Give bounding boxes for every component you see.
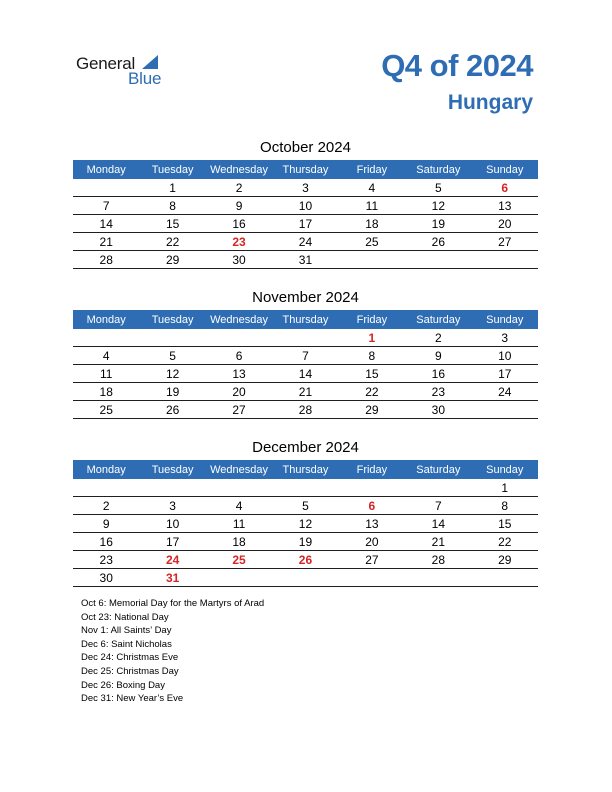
week-row	[73, 551, 538, 569]
empty-day-cell	[405, 479, 471, 497]
day-cell: 15	[339, 365, 405, 383]
day-cell: 1	[339, 329, 405, 347]
month-title: November 2024	[252, 289, 359, 306]
day-cell: 19	[139, 383, 205, 401]
holiday-entry: Dec 26: Boxing Day	[81, 679, 165, 691]
weekday-header: Friday	[339, 460, 405, 479]
week-row	[73, 533, 538, 551]
day-cell: 16	[206, 215, 272, 233]
day-cell: 26	[139, 401, 205, 419]
day-cell: 17	[272, 215, 338, 233]
calendar-grid	[73, 460, 538, 587]
day-cell: 19	[405, 215, 471, 233]
weekday-header: Sunday	[472, 460, 538, 479]
day-cell: 11	[73, 365, 139, 383]
day-cell: 2	[405, 329, 471, 347]
weekday-header-row	[73, 310, 538, 329]
weekday-header: Thursday	[272, 460, 338, 479]
weekday-header: Wednesday	[206, 460, 272, 479]
day-cell: 27	[472, 233, 538, 251]
holiday-entry: Oct 23: National Day	[81, 611, 169, 623]
day-cell: 18	[73, 383, 139, 401]
weekday-header: Thursday	[272, 310, 338, 329]
day-cell: 29	[139, 251, 205, 269]
day-cell: 6	[339, 497, 405, 515]
general-blue-logo	[76, 52, 176, 88]
logo-triangle-icon	[142, 55, 158, 69]
day-cell: 17	[472, 365, 538, 383]
day-cell: 14	[405, 515, 471, 533]
day-cell: 4	[73, 347, 139, 365]
empty-day-cell	[472, 569, 538, 587]
weekday-header: Sunday	[472, 160, 538, 179]
day-cell: 13	[339, 515, 405, 533]
weekday-header: Wednesday	[206, 160, 272, 179]
day-cell: 9	[73, 515, 139, 533]
week-row	[73, 215, 538, 233]
day-cell: 14	[73, 215, 139, 233]
day-cell: 5	[405, 179, 471, 197]
day-cell: 30	[206, 251, 272, 269]
day-cell: 22	[472, 533, 538, 551]
weekday-header: Saturday	[405, 460, 471, 479]
day-cell: 1	[139, 179, 205, 197]
week-row	[73, 383, 538, 401]
week-row	[73, 401, 538, 419]
day-cell: 5	[139, 347, 205, 365]
day-cell: 31	[139, 569, 205, 587]
weekday-header: Tuesday	[139, 460, 205, 479]
empty-day-cell	[472, 251, 538, 269]
day-cell: 24	[472, 383, 538, 401]
day-cell: 29	[339, 401, 405, 419]
day-cell: 7	[405, 497, 471, 515]
day-cell: 30	[73, 569, 139, 587]
day-cell: 10	[139, 515, 205, 533]
day-cell: 14	[272, 365, 338, 383]
day-cell: 7	[272, 347, 338, 365]
day-cell: 3	[139, 497, 205, 515]
day-cell: 28	[73, 251, 139, 269]
day-cell: 22	[139, 233, 205, 251]
month-november	[73, 287, 538, 419]
day-cell: 12	[139, 365, 205, 383]
day-cell: 3	[472, 329, 538, 347]
week-row	[73, 365, 538, 383]
day-cell: 10	[272, 197, 338, 215]
empty-day-cell	[139, 479, 205, 497]
empty-day-cell	[206, 569, 272, 587]
day-cell: 4	[206, 497, 272, 515]
day-cell: 24	[139, 551, 205, 569]
empty-day-cell	[405, 569, 471, 587]
day-cell: 15	[139, 215, 205, 233]
month-december	[73, 437, 538, 587]
day-cell: 2	[206, 179, 272, 197]
logo-word-blue: Blue	[128, 69, 162, 88]
month-title: December 2024	[252, 439, 359, 456]
day-cell: 23	[73, 551, 139, 569]
weekday-header-row	[73, 160, 538, 179]
day-cell: 8	[139, 197, 205, 215]
weekday-header: Saturday	[405, 310, 471, 329]
day-cell: 9	[206, 197, 272, 215]
day-cell: 29	[472, 551, 538, 569]
holiday-entry: Oct 6: Memorial Day for the Martyrs of Arad	[81, 598, 265, 609]
day-cell: 8	[472, 497, 538, 515]
weekday-header: Tuesday	[139, 160, 205, 179]
day-cell: 20	[206, 383, 272, 401]
page-title: Q4 of 2024	[381, 48, 533, 83]
day-cell: 15	[472, 515, 538, 533]
empty-day-cell	[206, 329, 272, 347]
day-cell: 18	[339, 215, 405, 233]
holiday-entry: Dec 24: Christmas Eve	[81, 652, 179, 664]
empty-day-cell	[272, 479, 338, 497]
empty-day-cell	[73, 479, 139, 497]
weekday-header: Friday	[339, 310, 405, 329]
empty-day-cell	[405, 251, 471, 269]
day-cell: 1	[472, 479, 538, 497]
day-cell: 11	[339, 197, 405, 215]
day-cell: 13	[206, 365, 272, 383]
day-cell: 8	[339, 347, 405, 365]
day-cell: 12	[405, 197, 471, 215]
weekday-header: Wednesday	[206, 310, 272, 329]
country-name: Hungary	[447, 91, 533, 114]
weekday-header: Saturday	[405, 160, 471, 179]
week-row	[73, 515, 538, 533]
calendar-grid	[73, 310, 538, 419]
holiday-list	[81, 597, 264, 706]
holiday-entry: Nov 1: All Saints’ Day	[81, 625, 172, 637]
day-cell: 3	[272, 179, 338, 197]
empty-day-cell	[472, 401, 538, 419]
day-cell: 10	[472, 347, 538, 365]
empty-day-cell	[339, 251, 405, 269]
day-cell: 12	[272, 515, 338, 533]
holiday-entry: Dec 6: Saint Nicholas	[81, 638, 172, 650]
weekday-header: Monday	[73, 310, 139, 329]
day-cell: 23	[405, 383, 471, 401]
day-cell: 7	[73, 197, 139, 215]
day-cell: 31	[272, 251, 338, 269]
day-cell: 4	[339, 179, 405, 197]
week-row	[73, 197, 538, 215]
day-cell: 30	[405, 401, 471, 419]
day-cell: 20	[339, 533, 405, 551]
day-cell: 28	[272, 401, 338, 419]
empty-day-cell	[272, 329, 338, 347]
empty-day-cell	[73, 329, 139, 347]
empty-day-cell	[206, 479, 272, 497]
empty-day-cell	[339, 479, 405, 497]
empty-day-cell	[339, 569, 405, 587]
day-cell: 28	[405, 551, 471, 569]
week-row	[73, 179, 538, 197]
day-cell: 21	[405, 533, 471, 551]
weekday-header: Monday	[73, 160, 139, 179]
day-cell: 18	[206, 533, 272, 551]
day-cell: 23	[206, 233, 272, 251]
day-cell: 17	[139, 533, 205, 551]
day-cell: 13	[472, 197, 538, 215]
day-cell: 9	[405, 347, 471, 365]
day-cell: 21	[272, 383, 338, 401]
week-row	[73, 251, 538, 269]
calendar-grid	[73, 160, 538, 269]
month-title: October 2024	[260, 139, 351, 156]
weekday-header: Tuesday	[139, 310, 205, 329]
weekday-header-row	[73, 460, 538, 479]
day-cell: 6	[472, 179, 538, 197]
holiday-entry: Dec 31: New Year’s Eve	[81, 693, 184, 705]
day-cell: 11	[206, 515, 272, 533]
day-cell: 27	[339, 551, 405, 569]
day-cell: 19	[272, 533, 338, 551]
empty-day-cell	[73, 179, 139, 197]
week-row	[73, 479, 538, 497]
weekday-header: Monday	[73, 460, 139, 479]
weekday-header: Friday	[339, 160, 405, 179]
day-cell: 2	[73, 497, 139, 515]
day-cell: 16	[73, 533, 139, 551]
logo-word-general: General	[76, 54, 136, 73]
day-cell: 21	[73, 233, 139, 251]
day-cell: 25	[73, 401, 139, 419]
week-row	[73, 347, 538, 365]
weekday-header: Sunday	[472, 310, 538, 329]
day-cell: 25	[206, 551, 272, 569]
day-cell: 16	[405, 365, 471, 383]
day-cell: 5	[272, 497, 338, 515]
day-cell: 26	[272, 551, 338, 569]
day-cell: 6	[206, 347, 272, 365]
week-row	[73, 497, 538, 515]
empty-day-cell	[272, 569, 338, 587]
day-cell: 22	[339, 383, 405, 401]
day-cell: 24	[272, 233, 338, 251]
day-cell: 27	[206, 401, 272, 419]
empty-day-cell	[139, 329, 205, 347]
week-row	[73, 233, 538, 251]
day-cell: 25	[339, 233, 405, 251]
week-row	[73, 569, 538, 587]
day-cell: 20	[472, 215, 538, 233]
holiday-entry: Dec 25: Christmas Day	[81, 665, 179, 677]
week-row	[73, 329, 538, 347]
day-cell: 26	[405, 233, 471, 251]
weekday-header: Thursday	[272, 160, 338, 179]
month-october	[73, 137, 538, 269]
